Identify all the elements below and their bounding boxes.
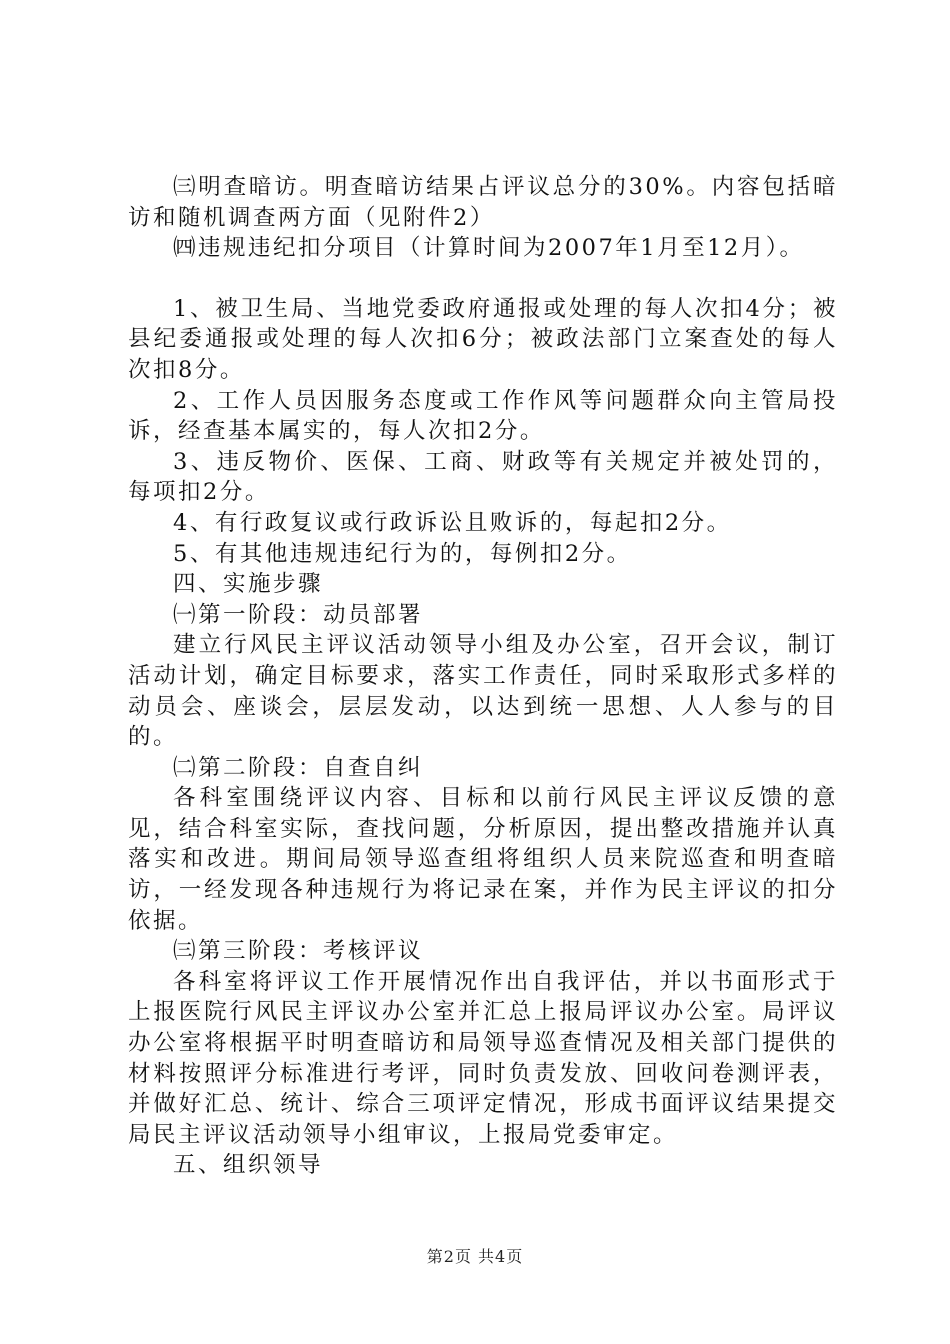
paragraph-stage-3: 各科室将评议工作开展情况作出自我评估，并以书面形式于上报医院行风民主评议办公室并汇总上报局评议办公室。局评议办公室将根据平时明查暗访和局领导巡查情况及相关部门提供的材料按照评分标准进行考评，同时负责发放、回收问卷测评表，并做好汇总、统计、综合三项评定情况，形成书面评议结果提交局民主评议活动领导小组审议，上报局党委审定。	[128, 968, 838, 1148]
document-body	[128, 172, 838, 1181]
paragraph-deduction-items: ㈣违规违纪扣分项目（计算时间为2007年1月至12月）。	[173, 235, 805, 262]
paragraph-stage-2: 各科室围绕评议内容、目标和以前行风民主评议反馈的意见，结合科室实际，查找问题，分析原因，提出整改措施并认真落实和改进。期间局领导巡查组将组织人员来院巡查和明查暗访，一经发现各种违规行为将记录在案，并作为民主评议的扣分依据。	[128, 785, 838, 934]
paragraph-inspection: ㈢明查暗访。明查暗访结果占评议总分的30%。内容包括暗访和随机调查两方面（见附件2）	[128, 174, 838, 231]
page-number-footer: 第2页 共4页	[426, 1247, 524, 1266]
section-heading-leadership: 五、组织领导	[173, 1152, 324, 1179]
paragraph-spacer	[128, 264, 838, 294]
section-heading-steps: 四、实施步骤	[173, 571, 324, 598]
paragraph-rule-1: 1、被卫生局、当地党委政府通报或处理的每人次扣4分；被县纪委通报或处理的每人次扣6分；被政法部门立案查处的每人次扣8分。	[128, 295, 838, 383]
paragraph-rule-5: 5、有其他违规违纪行为的，每例扣2分。	[173, 540, 632, 567]
paragraph-rule-3: 3、违反物价、医保、工商、财政等有关规定并被处罚的，每项扣2分。	[128, 448, 838, 506]
stage-heading-3: ㈢第三阶段：考核评议	[173, 938, 424, 965]
stage-heading-1: ㈠第一阶段：动员部署	[173, 601, 424, 628]
paragraph-rule-2: 2、工作人员因服务态度或工作作风等问题群众向主管局投诉，经查基本属实的，每人次扣2分。	[128, 387, 838, 445]
paragraph-stage-1: 建立行风民主评议活动领导小组及办公室，召开会议，制订活动计划，确定目标要求，落实工作责任，同时采取形式多样的动员会、座谈会，层层发动，以达到统一思想、人人参与的目的。	[128, 632, 838, 751]
paragraph-rule-4: 4、有行政复议或行政诉讼且败诉的，每起扣2分。	[173, 509, 732, 536]
stage-heading-2: ㈡第二阶段：自查自纠	[173, 754, 424, 781]
